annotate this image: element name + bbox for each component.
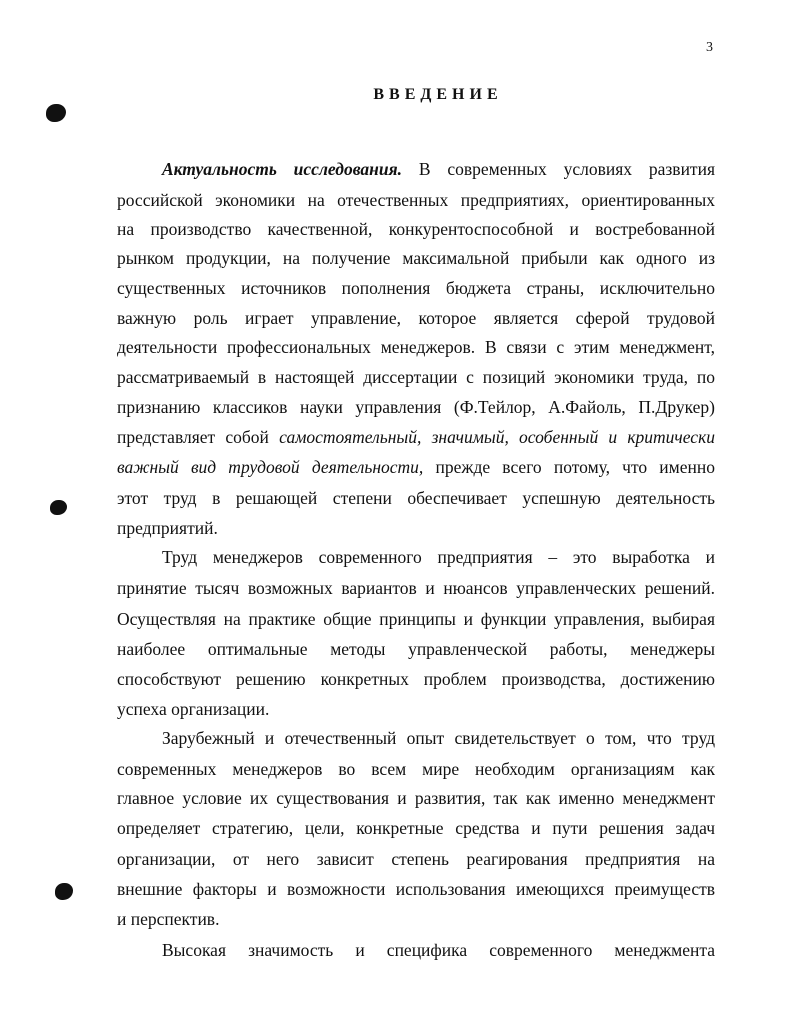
- text-line: [117, 332, 715, 362]
- text-line: [117, 243, 715, 273]
- text-line: [162, 542, 715, 572]
- blot-3: [55, 883, 73, 900]
- text-span: российской экономики на отечественных предприятиях, ориентированных: [117, 190, 715, 210]
- text-span: самостоятельный, значимый, особенный и критически: [279, 427, 715, 447]
- text-line: [117, 483, 715, 513]
- text-line: [117, 185, 715, 215]
- text-span: рынком продукции, на получение максимальной прибыли как одного из: [117, 248, 715, 268]
- blot-1: [46, 104, 66, 122]
- text-span: Труд менеджеров современного предприятия – это выработка и: [162, 547, 715, 567]
- text-span: этот труд в решающей степени обеспечивает успешную деятельность: [117, 488, 715, 508]
- text-span: организации, от него зависит степень реагирования предприятия на: [117, 849, 715, 869]
- text-line: [117, 874, 715, 904]
- text-span: важную роль играет управление, которое является сферой трудовой: [117, 308, 715, 328]
- text-span: наиболее оптимальные методы управленческой работы, менеджеры: [117, 639, 715, 659]
- text-line: [117, 392, 715, 422]
- text-span: принятие тысяч возможных вариантов и нюансов управленческих решений.: [117, 578, 715, 598]
- text-span: В современных условиях развития: [401, 159, 715, 179]
- text-span: важный вид трудовой деятельности,: [117, 457, 424, 477]
- text-span: современных менеджеров во всем мире необходим организациям как: [117, 759, 715, 779]
- text-line: [117, 904, 715, 934]
- text-span: признанию классиков науки управления (Ф.Тейлор, А.Файоль, П.Друкер): [117, 397, 715, 417]
- text-span: существенных источников пополнения бюджета страны, исключительно: [117, 278, 715, 298]
- text-line: [117, 573, 715, 603]
- text-line: [117, 604, 715, 634]
- text-line: [117, 273, 715, 303]
- text-span: главное условие их существования и развития, так как именно менеджмент: [117, 788, 715, 808]
- text-span: представляет собой: [117, 427, 280, 447]
- text-line: [117, 513, 715, 543]
- text-span: Зарубежный и отечественный опыт свидетельствует о том, что труд: [162, 728, 715, 748]
- page-title: ВВЕДЕНИЕ: [373, 86, 503, 103]
- text-span: деятельности профессиональных менеджеров. В связи с этим менеджмент,: [117, 337, 715, 357]
- text-span: на производство качественной, конкурентоспособной и востребованной: [117, 219, 715, 239]
- text-line: [117, 813, 715, 843]
- text-span: Осуществляя на практике общие принципы и функции управления, выбирая: [117, 609, 715, 629]
- text-line: [117, 754, 715, 784]
- text-line: [117, 664, 715, 694]
- text-span: определяет стратегию, цели, конкретные средства и пути решения задач: [117, 818, 715, 838]
- text-span: Актуальность исследования.: [162, 159, 402, 179]
- text-span: прежде всего потому, что именно: [423, 457, 715, 477]
- text-line: [117, 362, 715, 392]
- text-line: [162, 935, 715, 965]
- blot-2: [50, 500, 67, 515]
- text-span: предприятий.: [117, 518, 218, 538]
- text-span: и перспектив.: [117, 909, 220, 929]
- text-line: [117, 452, 715, 482]
- text-line: [117, 783, 715, 813]
- text-span: способствуют решению конкретных проблем производства, достижению: [117, 669, 715, 689]
- text-line: [117, 634, 715, 664]
- text-span: успеха организации.: [117, 699, 270, 719]
- text-span: рассматриваемый в настоящей диссертации с позиций экономики труда, по: [117, 367, 715, 387]
- text-span: внешние факторы и возможности использования имеющихся преимуществ: [117, 879, 715, 899]
- text-span: Высокая значимость и специфика современного менеджмента: [162, 940, 715, 960]
- page-number: 3: [706, 40, 713, 55]
- text-line: [162, 723, 715, 753]
- text-line: [117, 844, 715, 874]
- text-line: [117, 214, 715, 244]
- text-line: [117, 303, 715, 333]
- text-line: [117, 694, 715, 724]
- text-line: [162, 154, 715, 184]
- text-line: [117, 422, 715, 452]
